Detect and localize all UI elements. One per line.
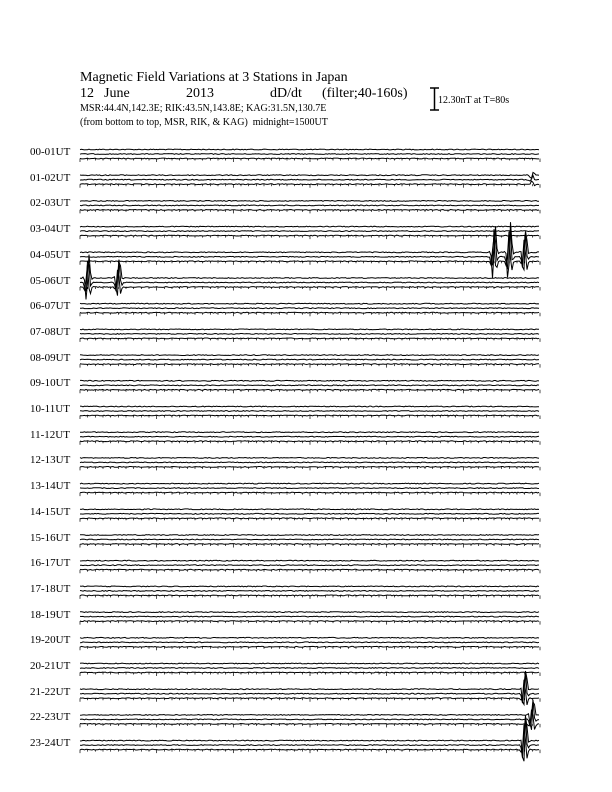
trace-kag — [80, 380, 539, 381]
trace-rik — [80, 334, 539, 335]
trace-msr — [80, 725, 539, 759]
trace-msr — [80, 441, 539, 442]
trace-msr — [80, 389, 539, 390]
trace-rik — [80, 462, 539, 463]
hour-label-20: 20-21UT — [30, 660, 71, 672]
hour-label-23: 23-24UT — [30, 737, 71, 750]
trace-kag — [80, 329, 539, 330]
hour-label-05: 05-06UT — [30, 274, 71, 287]
trace-msr — [80, 569, 539, 570]
hour-row-06 — [80, 303, 540, 316]
hour-row-10 — [80, 406, 540, 419]
hour-label-10: 10-11UT — [30, 403, 70, 415]
order-text: (from bottom to top, MSR, RIK, & KAG) — [80, 117, 248, 128]
trace-kag — [80, 509, 539, 510]
hour-row-01 — [80, 172, 540, 187]
trace-rik — [80, 411, 539, 412]
hour-label-00: 00-01UT — [30, 146, 71, 158]
hour-label-08: 08-09UT — [30, 351, 71, 364]
trace-rik — [80, 488, 539, 489]
hour-label-04: 04-05UT — [30, 248, 71, 261]
hour-row-00 — [80, 149, 540, 162]
trace-kag — [80, 483, 539, 484]
hour-row-14 — [80, 509, 540, 522]
trace-rik — [80, 668, 539, 669]
hour-label-15: 15-16UT — [30, 531, 71, 544]
hour-row-13 — [80, 483, 540, 496]
trace-msr — [80, 338, 539, 339]
hour-label-01: 01-02UT — [30, 171, 71, 184]
hour-label-07: 07-08UT — [30, 325, 71, 338]
hour-row-12 — [80, 458, 540, 471]
trace-kag — [80, 586, 539, 587]
trace-kag — [80, 560, 539, 561]
trace-rik — [80, 513, 539, 514]
trace-msr — [80, 492, 539, 493]
trace-kag — [80, 303, 539, 304]
trace-kag — [80, 637, 539, 638]
scale-label: 12.30nT at T=80s — [438, 95, 510, 106]
trace-kag — [80, 406, 539, 407]
trace-rik — [80, 436, 539, 437]
trace-kag — [80, 226, 539, 227]
trace-kag — [80, 612, 539, 613]
trace-rik — [80, 308, 539, 309]
trace-rik — [80, 176, 539, 182]
hour-row-22 — [80, 700, 540, 730]
hour-label-02: 02-03UT — [30, 197, 71, 210]
trace-kag — [80, 201, 539, 202]
trace-msr — [80, 158, 539, 159]
month: June — [104, 86, 130, 101]
hour-row-19 — [80, 637, 540, 650]
trace-msr — [80, 264, 539, 293]
hour-label-14: 14-15UT — [30, 505, 71, 518]
hour-row-18 — [80, 612, 540, 625]
trace-msr — [80, 621, 539, 622]
hour-row-08 — [80, 355, 540, 368]
hour-row-23 — [80, 716, 540, 762]
day: 12 — [80, 86, 94, 101]
trace-msr — [80, 544, 539, 545]
filter: (filter;40-160s) — [322, 86, 408, 101]
hour-label-22: 22-23UT — [30, 711, 71, 724]
trace-msr — [80, 235, 539, 236]
trace-msr — [80, 312, 539, 313]
hour-label-17: 17-18UT — [30, 582, 71, 595]
trace-msr — [80, 210, 539, 211]
trace-kag — [80, 458, 539, 459]
trace-rik — [80, 700, 539, 727]
year: 2013 — [186, 86, 214, 101]
trace-msr — [80, 467, 539, 468]
hour-label-16: 16-17UT — [30, 557, 71, 570]
hour-label-21: 21-22UT — [30, 685, 71, 698]
chart-title: Magnetic Field Variations at 3 Stations in Japan — [80, 70, 348, 85]
trace-kag — [80, 172, 539, 178]
trace-rik — [80, 231, 539, 232]
trace-kag — [80, 535, 539, 536]
hour-row-03 — [80, 226, 540, 239]
midnight-note: midnight=1500UT — [252, 117, 328, 128]
trace-rik — [80, 385, 539, 386]
hour-row-21 — [80, 671, 540, 705]
trace-rik — [80, 642, 539, 643]
trace-kag — [80, 663, 539, 664]
trace-rik — [80, 359, 539, 360]
trace-rik — [80, 591, 539, 592]
hour-row-16 — [80, 560, 540, 573]
hour-row-09 — [80, 380, 540, 393]
hour-row-02 — [80, 201, 540, 214]
trace-msr — [80, 646, 539, 647]
trace-msr — [80, 595, 539, 596]
trace-rik — [80, 154, 539, 155]
trace-kag — [80, 432, 539, 433]
hour-row-20 — [80, 663, 540, 676]
hour-label-12: 12-13UT — [30, 454, 71, 467]
hour-label-09: 09-10UT — [30, 377, 71, 390]
hour-label-13: 13-14UT — [30, 480, 71, 493]
hour-row-07 — [80, 329, 540, 342]
hour-row-15 — [80, 535, 540, 548]
quantity: dD/dt — [270, 86, 302, 101]
station-coordinates: MSR:44.4N,142.3E; RIK:43.5N,143.8E; KAG:31.5N,130.7E — [80, 103, 327, 114]
trace-msr — [80, 415, 539, 416]
trace-rik — [80, 205, 539, 206]
trace-msr — [80, 518, 539, 519]
trace-kag — [80, 355, 539, 356]
trace-rik — [80, 565, 539, 566]
trace-rik — [80, 616, 539, 617]
hour-row-17 — [80, 586, 540, 599]
hour-label-03: 03-04UT — [30, 223, 71, 236]
hour-label-18: 18-19UT — [30, 608, 71, 621]
trace-rik — [80, 539, 539, 540]
trace-kag — [80, 149, 539, 150]
hour-row-11 — [80, 432, 540, 445]
hour-label-11: 11-12UT — [30, 428, 70, 441]
hour-label-06: 06-07UT — [30, 300, 71, 313]
hour-label-19: 19-20UT — [30, 634, 71, 647]
trace-msr — [80, 680, 539, 705]
